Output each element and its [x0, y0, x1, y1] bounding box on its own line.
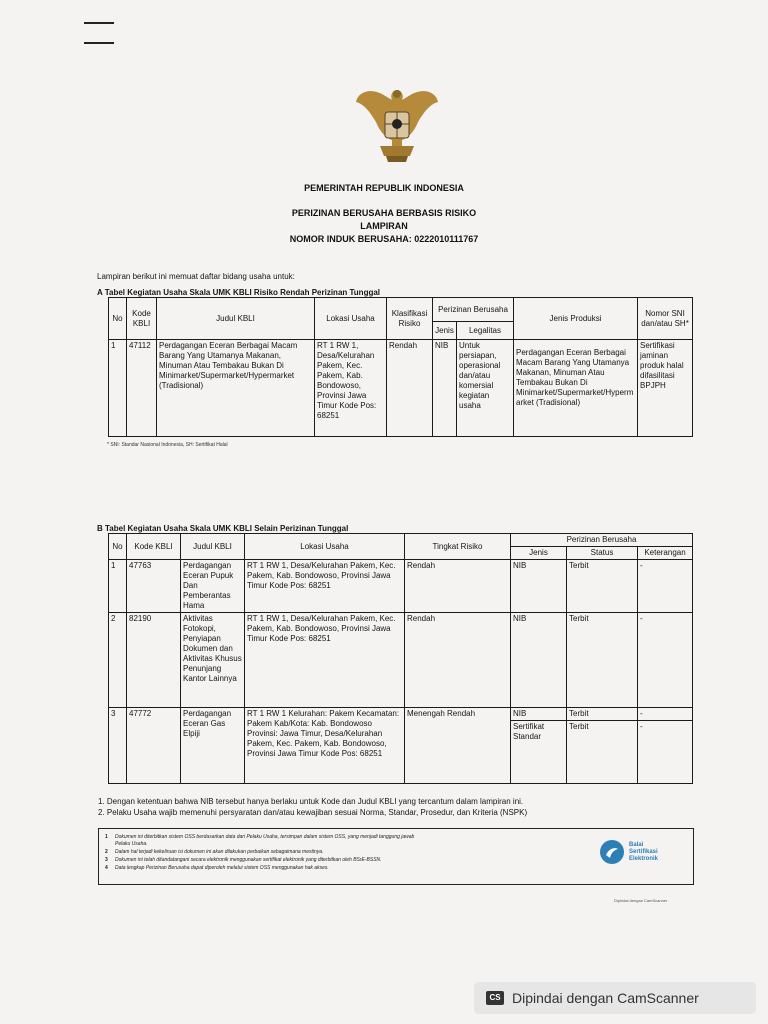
- header-legalitas: Legalitas: [457, 322, 514, 340]
- header-jenis: Jenis: [433, 322, 457, 340]
- disclaimer-item: 1 Dokumen ini diterbitkan sistem OSS berdasarkan data dari Pelaku Usaha, tersimpan dalam sistem OSS, yang menjadi tanggung jawab: [105, 834, 415, 840]
- cell-judul: Perdagangan Eceran Gas Elpiji: [181, 708, 245, 784]
- table-b-title: B Tabel Kegiatan Usaha Skala UMK KBLI Selain Perizinan Tunggal: [97, 524, 349, 533]
- header-tingkat: Tingkat Risiko: [405, 534, 511, 560]
- header-judul: Judul KBLI: [157, 298, 315, 340]
- cell-judul: Perdagangan Eceran Berbagai Macam Barang Yang Utamanya Makanan, Minuman Atau Tembakau Bukan Di Minimarket/Supermarket/Hypermarket (Tradisional): [157, 340, 315, 437]
- camscanner-text: Dipindai dengan CamScanner: [512, 990, 699, 1006]
- cell-tingkat: Menengah Rendah: [405, 708, 511, 784]
- cell-produksi: Perdagangan Eceran Berbagai Macam Barang Yang Utamanya Makanan, Minuman Atau Tembakau Bukan Di Minimarket/Supermarket/Hypermarket (Tradisional): [514, 340, 638, 437]
- table-b-header-row: [109, 534, 693, 547]
- garuda-emblem-icon: [352, 82, 442, 164]
- cell-jenis: NIB: [433, 340, 457, 437]
- disclaimer-item: 2 Dalam hal terjadi kekeliruan isi dokumen ini akan dilakukan perbaikan sebagaimana mestinya.: [105, 849, 324, 855]
- cell-status: Terbit: [567, 613, 638, 708]
- cell-lokasi: RT 1 RW 1, Desa/Kelurahan Pakem, Kec. Pakem, Kab. Bondowoso, Provinsi Jawa Timur Kode Pos: 68251: [315, 340, 387, 437]
- pen-mark: [84, 22, 114, 24]
- bsre-logo-text: Balai Sertifikasi Elektronik: [629, 841, 659, 862]
- header-kode: Kode KBLI: [127, 534, 181, 560]
- header-lokasi: Lokasi Usaha: [245, 534, 405, 560]
- scanner-watermark-small: Dipindai dengan CamScanner: [614, 898, 668, 903]
- cell-keterangan: -: [638, 613, 693, 708]
- header-perizinan: Perizinan Berusaha: [433, 298, 514, 322]
- table-a: [108, 297, 693, 437]
- camscanner-icon: CS: [486, 991, 504, 1005]
- table-row: [109, 613, 693, 708]
- cell-tingkat: Rendah: [405, 613, 511, 708]
- table-a-footnote: * SNI: Standar Nasional Indonesia, SH: Sertifikat Halal: [107, 442, 228, 448]
- cell-status: Terbit: [567, 708, 638, 721]
- table-a-header-row: [109, 298, 693, 322]
- document-subtitle: LAMPIRAN: [360, 221, 408, 231]
- notes-list: [98, 796, 527, 818]
- cell-jenis: NIB: [511, 560, 567, 613]
- pen-mark: [84, 42, 114, 44]
- nib-number: NOMOR INDUK BERUSAHA: 0222010111767: [289, 234, 479, 244]
- cell-no: 1: [109, 340, 127, 437]
- header-status: Status: [567, 547, 638, 560]
- header-jenis: Jenis: [511, 547, 567, 560]
- cell-no: 2: [109, 613, 127, 708]
- header-no: No: [109, 534, 127, 560]
- document-title: PERIZINAN BERUSAHA BERBASIS RISIKO: [291, 208, 477, 218]
- note-item: 1. Dengan ketentuan bahwa NIB tersebut hanya berlaku untuk Kode dan Judul KBLI yang tercantum dalam lampiran ini.: [98, 797, 524, 806]
- cell-status: Terbit: [567, 560, 638, 613]
- header-lokasi: Lokasi Usaha: [315, 298, 387, 340]
- cell-kode: 47772: [127, 708, 181, 784]
- bsre-logo: [599, 839, 658, 865]
- cell-lokasi: RT 1 RW 1, Desa/Kelurahan Pakem, Kec. Pakem, Kab. Bondowoso, Provinsi Jawa Timur Kode Pos: 68251: [245, 613, 405, 708]
- disclaimer-item: 3 Dokumen ini telah ditandatangani secara elektronik menggunakan sertifikat elektronik yang diterbitkan oleh BSrE-BSSN.: [105, 857, 382, 863]
- cell-kode: 82190: [127, 613, 181, 708]
- cell-jenis: NIB: [511, 708, 567, 721]
- header-keterangan: Keterangan: [638, 547, 693, 560]
- cell-keterangan: -: [638, 708, 693, 721]
- header-perizinan: Perizinan Berusaha: [511, 534, 693, 547]
- intro-text: Lampiran berikut ini memuat daftar bidang usaha untuk:: [97, 272, 295, 281]
- cell-lokasi: RT 1 RW 1 Kelurahan: Pakem Kecamatan: Pakem Kab/Kota: Kab. Bondowoso Provinsi: Jawa Timur, Desa/Kelurahan Pakem, Kec. Pakem, Kab. Bondowoso, Provinsi Jawa Timur Kode Pos: 68251: [245, 708, 405, 784]
- disclaimer-item: 4 Data lengkap Perizinan Berusaha dapat diperoleh melalui sistem OSS menggunakan hak akses.: [105, 865, 329, 871]
- cell-kode: 47112: [127, 340, 157, 437]
- disclaimer-box: [98, 828, 694, 885]
- disclaimer-item: Pelaku Usaha.: [115, 841, 148, 847]
- cell-sni: Sertifikasi jaminan produk halal difasilitasi BPJPH: [638, 340, 693, 437]
- table-row: [109, 340, 693, 437]
- cell-judul: Perdagangan Eceran Pupuk Dan Pemberantas Hama: [181, 560, 245, 613]
- cell-tingkat: Rendah: [405, 560, 511, 613]
- cell-jenis: Sertifikat Standar: [511, 721, 567, 784]
- cell-legalitas: Untuk persiapan, operasional dan/atau komersial kegiatan usaha: [457, 340, 514, 437]
- cell-status: Terbit: [567, 721, 638, 784]
- note-item: 2. Pelaku Usaha wajib memenuhi persyaratan dan/atau kewajiban sesuai Norma, Standar, Prosedur, dan Kriteria (NSPK): [98, 808, 528, 817]
- cell-no: 3: [109, 708, 127, 784]
- camscanner-banner: [474, 982, 756, 1014]
- cell-jenis: NIB: [511, 613, 567, 708]
- government-heading: PEMERINTAH REPUBLIK INDONESIA: [304, 183, 464, 193]
- header-produksi: Jenis Produksi: [514, 298, 638, 340]
- header-judul: Judul KBLI: [181, 534, 245, 560]
- table-row: [109, 708, 693, 721]
- cell-no: 1: [109, 560, 127, 613]
- table-b: [108, 533, 693, 784]
- cell-lokasi: RT 1 RW 1, Desa/Kelurahan Pakem, Kec. Pakem, Kab. Bondowoso, Provinsi Jawa Timur Kode Pos: 68251: [245, 560, 405, 613]
- cell-keterangan: -: [638, 721, 693, 784]
- header-no: No: [109, 298, 127, 340]
- cell-judul: Aktivitas Fotokopi, Penyiapan Dokumen dan Aktivitas Khusus Penunjang Kantor Lainnya: [181, 613, 245, 708]
- cell-kode: 47763: [127, 560, 181, 613]
- cell-keterangan: -: [638, 560, 693, 613]
- cell-klasifikasi: Rendah: [387, 340, 433, 437]
- header-sni: Nomor SNI dan/atau SH*: [638, 298, 693, 340]
- bsre-logo-icon: [599, 839, 625, 865]
- table-a-title: A Tabel Kegiatan Usaha Skala UMK KBLI Risiko Rendah Perizinan Tunggal: [97, 288, 381, 297]
- table-row: [109, 560, 693, 613]
- header-kode: Kode KBLI: [127, 298, 157, 340]
- header-klasifikasi: Klasifikasi Risiko: [387, 298, 433, 340]
